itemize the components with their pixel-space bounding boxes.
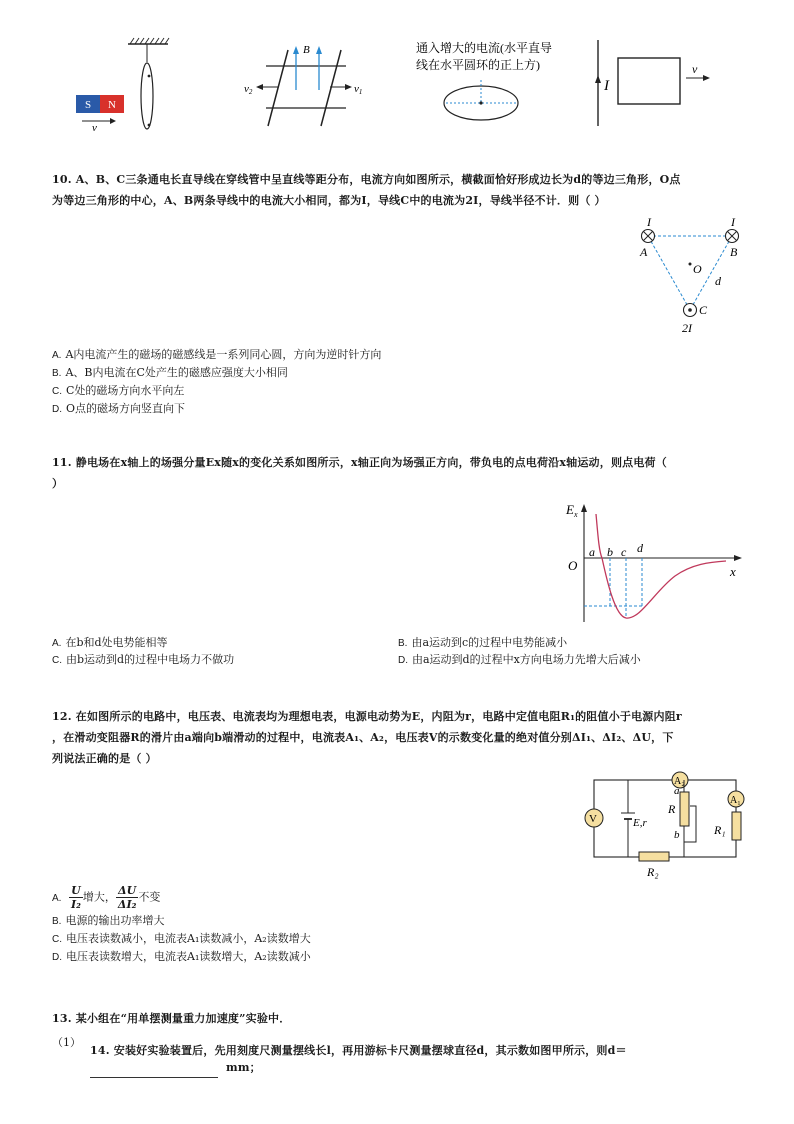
q10-options xyxy=(52,346,381,418)
q11-option-c[interactable]: C. 由b运动到d的过程中电场力不做功 xyxy=(52,653,235,666)
top-figures xyxy=(0,0,794,160)
rails-v2-label: v2 xyxy=(244,83,253,96)
q12-label-v: V xyxy=(589,813,597,825)
q13-sub-text: 14. 安装好实验装置后，先用刻度尺测量摆线长l，再用游标卡尺测量摆球直径d，其示数如图甲所示，则d＝ xyxy=(90,1044,627,1057)
wire-loop-figure xyxy=(595,40,710,126)
wire-i-label: I xyxy=(604,78,609,94)
q11-options xyxy=(52,634,752,668)
q12-option-d[interactable]: D. 电压表读数增大，电流表A₁读数增大，A₂读数减小 xyxy=(52,949,311,963)
ring-caption-line1: 通入增大的电流(水平直导 xyxy=(416,41,552,55)
magnet-n-label: N xyxy=(108,99,116,111)
q12-fraction-du-di2: $\frac{\Delta U}{\text{ΔI₂}}$ xyxy=(117,884,137,911)
q10-label-i-left: I xyxy=(647,215,651,229)
q10-label-o: O xyxy=(693,262,702,276)
rails-v1-label: v1 xyxy=(354,83,363,96)
q11-ylabel: $E_x$ xyxy=(566,502,578,519)
q11-figure xyxy=(560,496,750,626)
q10-option-c[interactable]: C. C处的磁场方向水平向左 xyxy=(52,384,185,397)
q11-line2: ） xyxy=(52,477,64,490)
q12-label-r1: R₁ xyxy=(714,823,726,837)
q12-option-c[interactable]: C. 电压表读数减小，电流表A₁读数减小，A₂读数增大 xyxy=(52,931,311,945)
q11-line1: 11. 静电场在x轴上的场强分量Ex随x的变化关系如图所示，x轴正向为场强正方向，带负电的点电荷沿x轴运动，则点电荷（ xyxy=(52,456,667,469)
magnet-ring-figure xyxy=(76,38,169,134)
q13-stem: 13. 某小组在“用单摆测量重力加速度”实验中． xyxy=(52,1012,291,1025)
answer-blank[interactable] xyxy=(90,1065,218,1078)
wire-v-label: v xyxy=(692,62,698,76)
magnet-s-label: S xyxy=(84,99,92,111)
q10-label-b: B xyxy=(730,245,738,259)
q10-label-c: C xyxy=(699,303,708,317)
q12-stem xyxy=(52,706,762,769)
q12-label-a2: A₂ xyxy=(674,776,685,787)
q10-option-b[interactable]: B. A、B内电流在C处产生的磁感应强度大小相同 xyxy=(52,366,288,379)
q11-tick-d: d xyxy=(637,541,643,555)
rails-b-label: B xyxy=(303,44,310,56)
q11-option-a[interactable]: A. 在b和d处电势能相等 xyxy=(52,636,168,649)
q12-line2: ，在滑动变阻器R的滑片由a端向b端滑动的过程中，电流表A₁、A₂，电压表V的示数变化量的绝对值分别ΔI₁、ΔI₂、ΔU，下 xyxy=(52,731,674,744)
q10-figure xyxy=(630,214,760,338)
q12-circuit-figure xyxy=(576,766,756,886)
q11-tick-c: c xyxy=(621,545,627,559)
q13-unit: mm； xyxy=(226,1061,261,1074)
q12-line3: 列说法正确的是（ ） xyxy=(52,752,157,765)
q10-stem xyxy=(52,169,752,211)
q11-option-d[interactable]: D. 由a运动到d的过程中x方向电场力先增大后减小 xyxy=(398,653,641,666)
q12-label-a: a xyxy=(674,785,680,797)
ring-wire-figure xyxy=(416,40,552,120)
q12-option-b[interactable]: B. 电源的输出功率增大 xyxy=(52,913,165,927)
ring-caption-line2: 线在水平圆环的正上方) xyxy=(416,58,540,72)
q12-label-source: E,r xyxy=(633,817,647,829)
q10-option-d[interactable]: D. O点的磁场方向竖直向下 xyxy=(52,402,186,415)
rails-figure xyxy=(244,44,362,126)
q11-option-b[interactable]: B. 由a运动到c的过程中电势能减小 xyxy=(398,636,568,649)
magnet-v-label: v xyxy=(92,122,97,134)
q10-label-d: d xyxy=(715,274,721,288)
q11-stem xyxy=(52,452,752,494)
q12-fraction-u-i2: $\frac{U}{\text{I₂}}$ xyxy=(70,884,81,911)
q13-sub-marker: （1） xyxy=(52,1036,81,1049)
q12-options xyxy=(52,884,311,966)
q12-label-r: R xyxy=(668,802,676,816)
q10-line2: 为等边三角形的中心，A、B两条导线中的电流大小相同，都为I，导线C中的电流为2I，导线半径不计．则（ ） xyxy=(52,194,606,207)
q12-label-b: b xyxy=(674,829,680,841)
q10-line1: 10. A、B、C三条通电长直导线在穿线管中呈直线等距分布，电流方向如图所示，横截面恰好形成边长为d的等边三角形，O点 xyxy=(52,173,681,186)
q11-tick-b: b xyxy=(607,545,613,559)
q12-option-a[interactable]: A. $\frac{U}{\text{I₂}}$ 增大， $\frac{\Delta U}{\text{ΔI₂}}$ 不变 xyxy=(52,884,161,911)
q10-option-a[interactable]: A. A内电流产生的磁场的磁感线是一系列同心圆，方向为逆时针方向 xyxy=(52,348,382,361)
q11-tick-a: a xyxy=(589,545,595,559)
q10-label-i-right: I xyxy=(731,215,735,229)
q11-origin: O xyxy=(568,558,578,573)
q10-label-a: A xyxy=(640,245,648,259)
q12-label-r2: R₂ xyxy=(647,865,659,879)
q11-xlabel: x xyxy=(730,564,736,579)
q10-label-2i: 2I xyxy=(682,321,692,335)
q12-label-a1: A₁ xyxy=(730,795,741,806)
q12-line1: 12. 在如图所示的电路中，电压表、电流表均为理想电表，电源电动势为E，内阻为r，电路中定值电阻R₁的阻值小于电源内阻r xyxy=(52,710,682,723)
q13-sub-question xyxy=(90,1040,760,1078)
